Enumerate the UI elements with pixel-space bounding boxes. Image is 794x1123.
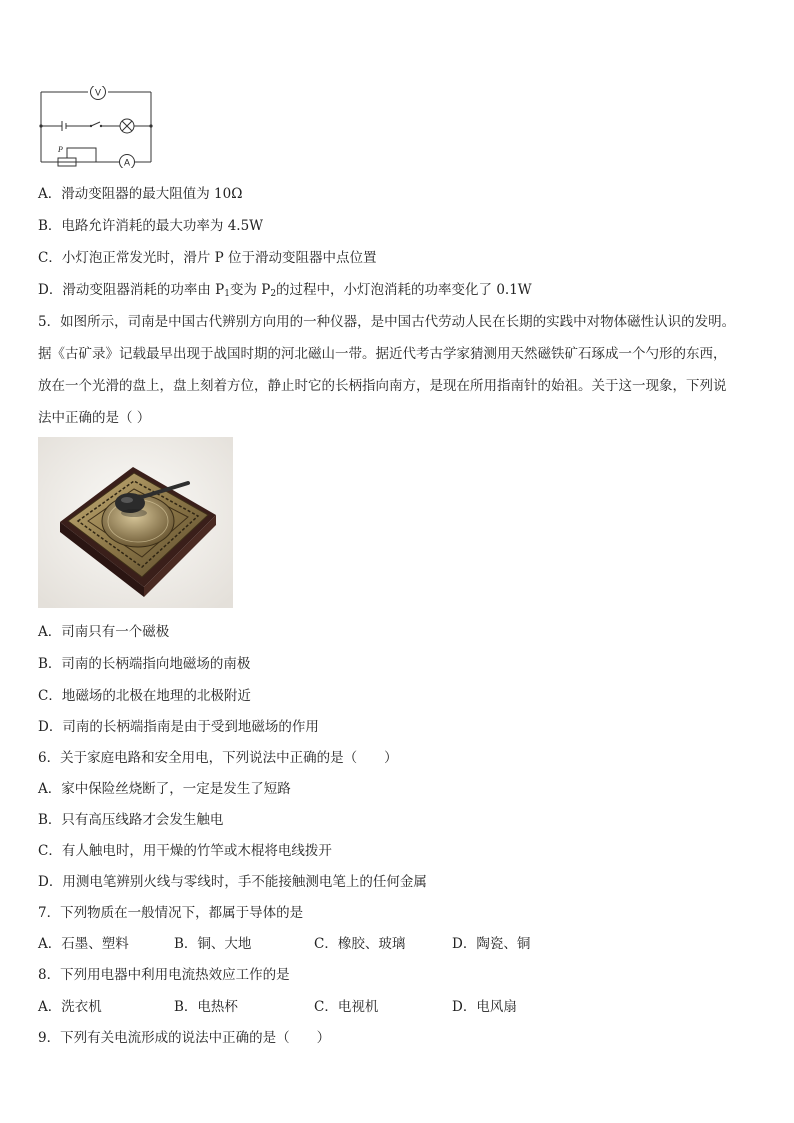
q9-stem: 9．下列有关电流形成的说法中正确的是（ ） <box>38 1030 331 1046</box>
slider-label: P <box>58 145 63 154</box>
lamp-symbol <box>120 119 134 133</box>
q7-options-row <box>38 934 758 954</box>
circuit-diagram <box>36 86 156 168</box>
q5-stem-line-4: 法中正确的是（ ） <box>38 410 151 426</box>
q8-option-c: C．电视机 <box>314 999 379 1015</box>
q4-option-c: C．小灯泡正常发光时，滑片 P 位于滑动变阻器中点位置 <box>38 250 377 266</box>
q7-option-c: C．橡胶、玻璃 <box>314 936 406 952</box>
q6-stem: 6．关于家庭电路和安全用电，下列说法中正确的是（ ） <box>38 750 398 766</box>
q7-option-d: D．陶瓷、铜 <box>452 936 531 952</box>
ammeter-symbol <box>120 155 135 169</box>
voltmeter-label: V <box>94 87 102 98</box>
q7-stem: 7．下列物质在一般情况下，都属于导体的是 <box>38 905 304 921</box>
ammeter-label: A <box>123 157 131 168</box>
q8-option-d: D．电风扇 <box>452 999 517 1015</box>
q5-option-d: D．司南的长柄端指南是由于受到地磁场的作用 <box>38 719 319 735</box>
sinan-compass-photo <box>38 437 233 608</box>
q8-options-row <box>38 997 758 1017</box>
q5-stem-line-3: 放在一个光滑的盘上，盘上刻着方位，静止时它的长柄指向南方，是现在所用指南针的始祖。关于这一现象，下列说 <box>38 378 727 394</box>
q8-stem: 8．下列用电器中利用电流热效应工作的是 <box>38 967 290 983</box>
q5-stem-line-2: 据《古矿录》记载最早出现于战国时期的河北磁山一带。据近代考古学家猜测用天然磁铁矿石琢成一个勺形的东西， <box>38 346 727 362</box>
q6-option-c: C．有人触电时，用干燥的竹竿或木棍将电线拨开 <box>38 843 332 859</box>
q6-option-a: A．家中保险丝烧断了，一定是发生了短路 <box>38 781 291 797</box>
q7-option-b: B．铜、大地 <box>174 936 252 952</box>
q5-stem-line-1: 5．如图所示，司南是中国古代辨别方向用的一种仪器，是中国古代劳动人民在长期的实践中对物体磁性认识的发明。 <box>38 314 736 330</box>
voltmeter-symbol <box>91 86 106 100</box>
q7-option-a: A．石墨、塑料 <box>38 936 129 952</box>
q5-option-b: B．司南的长柄端指向地磁场的南极 <box>38 656 251 672</box>
q5-option-a: A．司南只有一个磁极 <box>38 624 170 640</box>
q6-option-b: B．只有高压线路才会发生触电 <box>38 812 224 828</box>
q5-option-c: C．地磁场的北极在地理的北极附近 <box>38 688 251 704</box>
q4-option-a: A．滑动变阻器的最大阻值为 10Ω <box>38 186 243 202</box>
q6-option-d: D．用测电笔辨别火线与零线时，手不能接触测电笔上的任何金属 <box>38 874 427 890</box>
q8-option-b: B．电热杯 <box>174 999 238 1015</box>
q4-option-b: B．电路允许消耗的最大功率为 4.5W <box>38 218 264 234</box>
q4-option-d: D．滑动变阻器消耗的功率由 $P_1$变为 $P_2$的过程中，小灯泡消耗的功率变化了 0.1W <box>38 282 532 299</box>
q8-option-a: A．洗衣机 <box>38 999 102 1015</box>
